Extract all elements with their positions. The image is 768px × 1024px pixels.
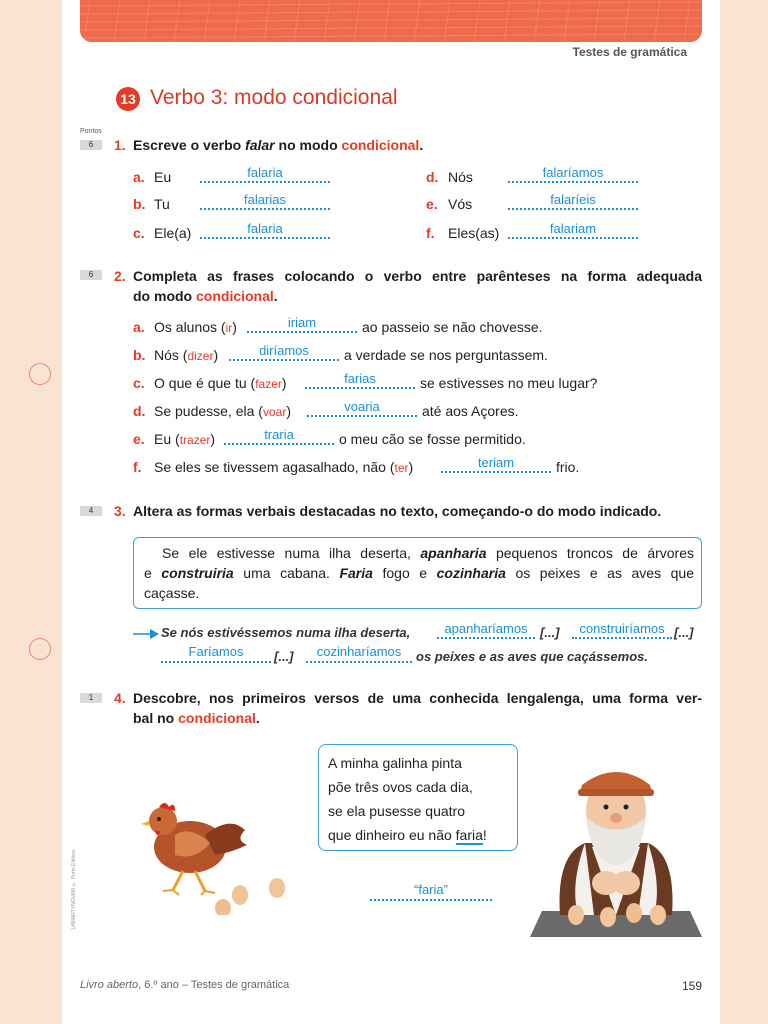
q3-answer-1: apanharíamos bbox=[444, 621, 528, 636]
header-banner bbox=[80, 0, 702, 42]
q2-answer: farias bbox=[344, 371, 376, 386]
q2-answer: voaria bbox=[344, 399, 380, 414]
footer-book-title: Livro aberto, 6.º ano – Testes de gramática bbox=[80, 979, 290, 991]
q1-letter: b. bbox=[133, 196, 146, 212]
q2-sentence-end: o meu cão se fosse permitido. bbox=[339, 431, 526, 447]
q2-letter: a. bbox=[133, 319, 145, 335]
q2-sentence-end: se estivesses no meu lugar? bbox=[420, 375, 598, 391]
q2-letter: b. bbox=[133, 347, 146, 363]
q2-letter: e. bbox=[133, 431, 145, 447]
q3-ellipsis: [...] bbox=[674, 625, 694, 640]
q2-answer: iriam bbox=[287, 315, 317, 330]
q1-letter: f. bbox=[426, 225, 435, 241]
q2-answer: diríamos bbox=[259, 343, 309, 358]
q1-pronoun: Nós bbox=[448, 169, 473, 185]
arrow-right-icon bbox=[133, 627, 159, 645]
q1-letter: d. bbox=[426, 169, 439, 185]
q1-letter: e. bbox=[426, 196, 438, 212]
image-credit: LAMARTYNOVAM © Porto Editora bbox=[71, 850, 77, 930]
q3-answer-4: cozinharíamos bbox=[316, 644, 402, 659]
q1-letter: c. bbox=[133, 225, 145, 241]
q2-letter: f. bbox=[133, 459, 142, 475]
farmer-illustration bbox=[530, 765, 702, 942]
q1-pronoun: Tu bbox=[154, 196, 170, 212]
q2-number: 2. bbox=[114, 268, 126, 284]
q2-sentence: Se pudesse, ela (voar) bbox=[154, 403, 291, 419]
q3-points: 4 bbox=[80, 506, 102, 516]
q2-points: 6 bbox=[80, 270, 102, 280]
q1-answer: falarias bbox=[244, 192, 286, 207]
q2-sentence-end: a verdade se nos perguntassem. bbox=[344, 347, 548, 363]
q3-ellipsis: [...] bbox=[540, 625, 560, 640]
q1-points: 6 bbox=[80, 140, 102, 150]
q1-pronoun: Eles(as) bbox=[448, 225, 500, 241]
q1-answer: falaria bbox=[247, 165, 283, 180]
page-number: 159 bbox=[681, 979, 702, 993]
binder-hole-bottom bbox=[29, 638, 51, 660]
q2-sentence: Se eles se tivessem agasalhado, não (ter) bbox=[154, 459, 414, 475]
q3-answer-3: Faríamos bbox=[188, 644, 244, 659]
q3-number: 3. bbox=[114, 503, 126, 519]
q1-answer: falaríamos bbox=[542, 165, 604, 180]
q2-letter: c. bbox=[133, 375, 145, 391]
q3-instruction: Altera as formas verbais destacadas no texto, começando-o do modo indicado. bbox=[133, 503, 662, 519]
q2-answer: traria bbox=[264, 427, 294, 442]
q3-box-text: Se ele estivesse numa ilha deserta, apanharia pequenos troncos de árvores e construiria uma cabana. Faria fogo e cozinharia os peixes e as aves que caçasse. bbox=[144, 545, 694, 601]
q2-sentence: Os alunos (ir) bbox=[154, 319, 237, 335]
q2-sentence-end: até aos Açores. bbox=[422, 403, 519, 419]
q1-pronoun: Eu bbox=[154, 169, 172, 185]
q1-answer: falaríeis bbox=[550, 192, 596, 207]
q3-ellipsis: [...] bbox=[274, 649, 294, 664]
unit-title: Verbo 3: modo condicional bbox=[150, 86, 398, 109]
q2-sentence: Nós (dizer) bbox=[154, 347, 219, 363]
q4-number: 4. bbox=[114, 690, 126, 706]
q4-points: 1 bbox=[80, 693, 102, 703]
q1-pronoun: Vós bbox=[448, 196, 473, 212]
q3-answer-2: construiríamos bbox=[579, 621, 665, 636]
binder-hole-top bbox=[29, 363, 51, 385]
q2-sentence-end: ao passeio se não chovesse. bbox=[362, 319, 543, 335]
q3-rewrite-start: Se nós estivéssemos numa ilha deserta, bbox=[161, 625, 411, 640]
q2-sentence: Eu (trazer) bbox=[154, 431, 216, 447]
q2-sentence: O que é que tu (fazer) bbox=[154, 375, 287, 391]
q4-instruction: Descobre, nos primeiros versos de uma conhecida lengalenga, uma forma ver- bal no condicional. bbox=[133, 690, 702, 726]
q2-letter: d. bbox=[133, 403, 146, 419]
unit-number-badge: 13 bbox=[116, 87, 140, 111]
points-label: Pontos bbox=[80, 128, 102, 135]
q3-rewrite-end: os peixes e as aves que caçássemos. bbox=[416, 649, 648, 664]
q1-instruction: Escreve o verbo falar no modo condicional. bbox=[133, 137, 424, 153]
rhyme-text: A minha galinha pinta põe três ovos cada dia, se ela pusesse quatro que dinheiro eu não faria! bbox=[328, 755, 487, 843]
q1-answer: falaria bbox=[247, 221, 283, 236]
q1-answer: falariam bbox=[549, 221, 597, 236]
q4-answer: “faria” bbox=[414, 882, 448, 897]
q1-pronoun: Ele(a) bbox=[154, 225, 192, 241]
running-title: Testes de gramática bbox=[572, 45, 687, 59]
hen-illustration bbox=[135, 795, 295, 920]
q2-instruction: Completa as frases colocando o verbo entre parênteses na forma adequada do modo condicional. bbox=[133, 268, 702, 304]
q2-sentence-end: frio. bbox=[556, 459, 580, 475]
q1-letter: a. bbox=[133, 169, 145, 185]
q1-number: 1. bbox=[114, 137, 126, 153]
q2-answer: teriam bbox=[477, 455, 515, 470]
